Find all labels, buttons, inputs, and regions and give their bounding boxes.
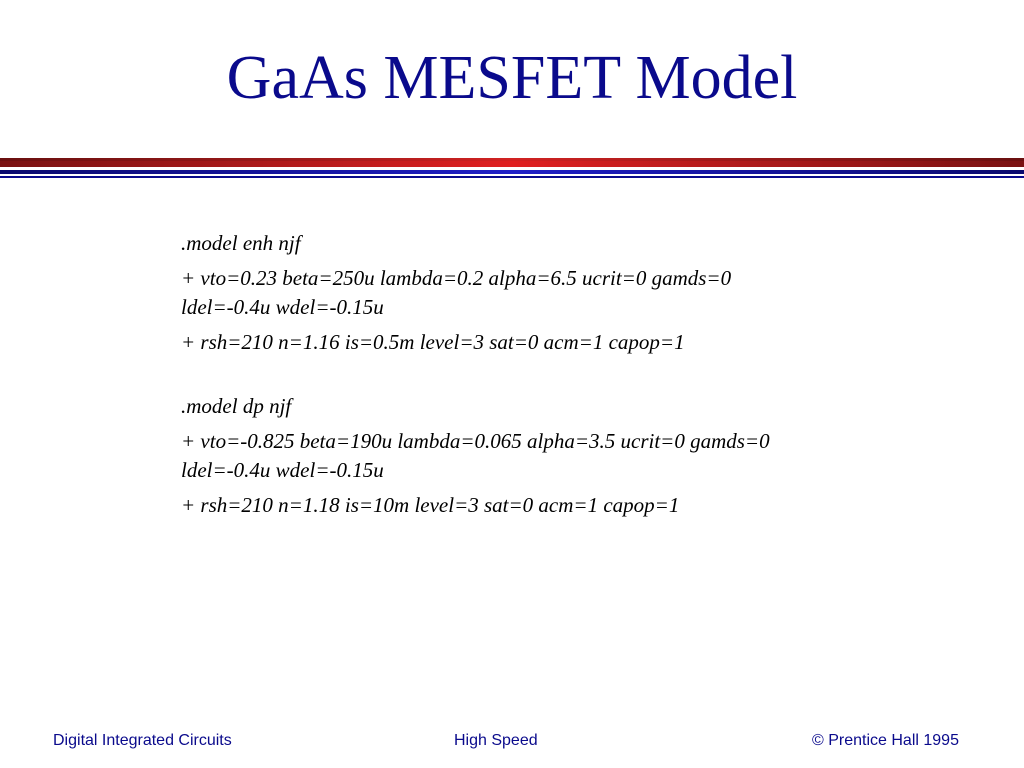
- model-param-line: + rsh=210 n=1.16 is=0.5m level=3 sat=0 acm=1 capop=1: [181, 330, 685, 354]
- model-param-line: + rsh=210 n=1.18 is=10m level=3 sat=0 acm=1 capop=1: [181, 493, 680, 517]
- model-param-line: + vto=-0.825 beta=190u lambda=0.065 alpha=3.5 ucrit=0 gamds=0: [181, 429, 770, 453]
- footer-chapter: High Speed: [454, 732, 538, 749]
- model-header: .model enh njf: [181, 231, 301, 255]
- model-block-enh: [181, 229, 941, 357]
- model-block-dp: [181, 392, 941, 520]
- footer-course-title: Digital Integrated Circuits: [53, 732, 232, 749]
- title-divider-blue: [0, 170, 1024, 174]
- model-listing: [181, 229, 941, 526]
- block-spacer: [181, 363, 941, 392]
- model-header: .model dp njf: [181, 394, 292, 418]
- model-param-line-continuation: ldel=-0.4u wdel=-0.15u: [181, 458, 384, 482]
- title-divider-blue-thin: [0, 176, 1024, 178]
- slide-title: GaAs MESFET Model: [226, 44, 798, 112]
- model-param-line: + vto=0.23 beta=250u lambda=0.2 alpha=6.5 ucrit=0 gamds=0: [181, 266, 732, 290]
- footer-copyright: © Prentice Hall 1995: [812, 732, 959, 749]
- model-param-line-continuation: ldel=-0.4u wdel=-0.15u: [181, 295, 384, 319]
- title-divider-gap: [0, 167, 1024, 169]
